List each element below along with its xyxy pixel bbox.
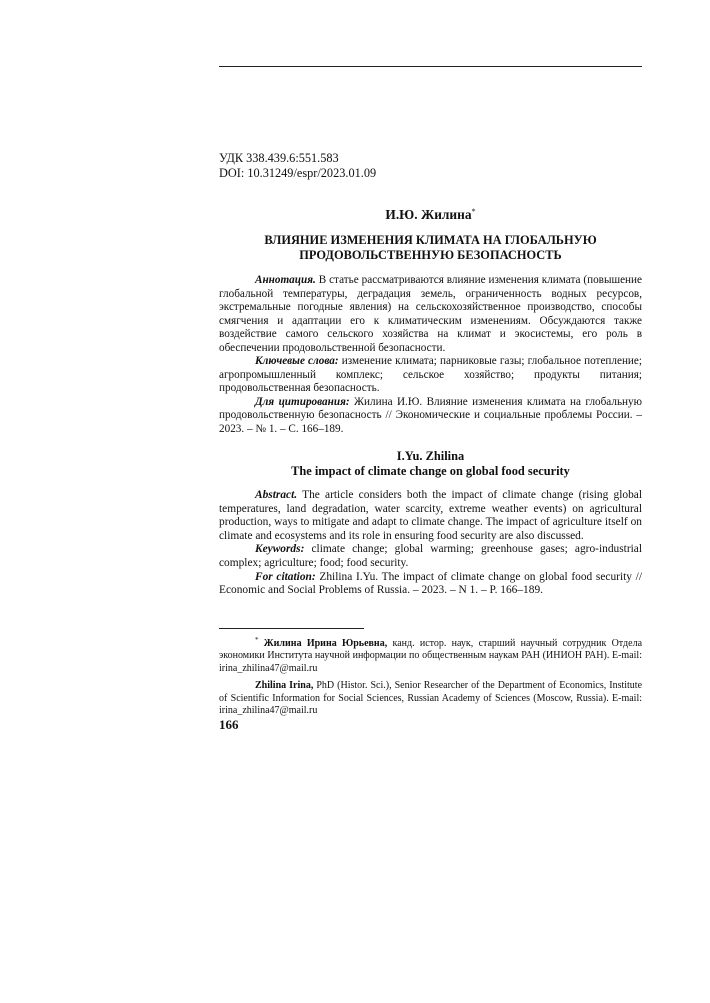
footnote-ru — [219, 634, 642, 675]
abstract-ru-label: Аннотация. — [255, 274, 316, 286]
keywords-en-text: climate change; global warming; greenhouse gases; agro-industrial complex; agriculture; food; food security. — [219, 543, 642, 569]
keywords-ru — [219, 355, 642, 396]
page-number: 166 — [219, 717, 239, 732]
citation-en-text: Zhilina I.Yu. The impact of climate change on global food security // Economic and Social Problems of Russia. – 2023. – N 1. – P. 166–189. — [219, 570, 642, 597]
citation-ru-text: Жилина И.Ю. Влияние изменения климата на глобальную продовольственную безопасность // Экономические и социальные проблемы России. – 2023. – № 1. – С. 166–189. — [219, 395, 642, 435]
doi: DOI: 10.31249/espr/2023.01.09 — [219, 165, 377, 180]
author-en: I.Yu. Zhilina — [396, 449, 465, 463]
citation-en-label: For citation: — [255, 570, 316, 583]
article-identifiers — [219, 151, 376, 180]
footnote-mark: * — [255, 636, 259, 644]
abstract-ru — [219, 274, 642, 355]
udk-code: УДК 338.439.6:551.583 — [219, 151, 339, 165]
title-ru-line2: ПРОДОВОЛЬСТВЕННУЮ БЕЗОПАСНОСТЬ — [299, 247, 562, 262]
abstract-ru-block — [219, 274, 642, 436]
abstract-en-block — [219, 489, 642, 598]
title-ru-line1: ВЛИЯНИЕ ИЗМЕНЕНИЯ КЛИМАТА НА ГЛОБАЛЬНУЮ — [264, 233, 597, 247]
author-ru — [219, 207, 642, 223]
author-ru-name: И.Ю. Жилина — [385, 207, 472, 222]
abstract-en-text: The article considers both the impact of climate change (rising global temperatures, land degradation, water scarcity, extreme weather events) on agricultural production, ways to mitigate and adapt to climate change. The impact of agriculture itself on climate and ecosystems and its role in ensuring food security are also discussed. — [219, 489, 642, 542]
footnote-rule — [219, 628, 364, 629]
keywords-en — [219, 543, 642, 570]
keywords-ru-label: Ключевые слова: — [255, 355, 339, 367]
footnote-en — [219, 680, 642, 717]
keywords-en-label: Keywords: — [255, 543, 305, 556]
title-en: The impact of climate change on global food security — [291, 464, 570, 478]
abstract-ru-text: В статье рассматриваются влияние изменения климата (повышение глобальной температуры, деградация земель, ограниченность водных ресурсов, экстремальные погодные явления) на сельскохозяйственное производство, способы смягчения и адаптации его к климатическим изменениям. Обсуждаются также воздействие самого сельского хозяйства на климат и экосистемы, его роль в обеспечении продовольственной безопасности. — [219, 274, 642, 354]
footnotes — [219, 634, 642, 722]
citation-ru — [219, 396, 642, 437]
keywords-ru-text: изменение климата; парниковые газы; глобальное потепление; агропромышленный комплекс; сельское хозяйство; продукты питания; продовольственная безопасность. — [219, 355, 642, 394]
footnote-en-name: Zhilina Irina, — [255, 680, 314, 692]
title-ru — [219, 233, 642, 262]
footnote-ru-text: канд. истор. наук, старший научный сотрудник Отдела экономики Института научной информации по общественным наукам РАН (ИНИОН РАН). E-mail: irina_zhilina47@mail.ru — [219, 638, 643, 674]
citation-ru-label: Для цитирования: — [255, 395, 350, 408]
footnote-en-text: PhD (Histor. Sci.), Senior Researcher of the Department of Economics, Institute of Scientific Information for Social Sciences, Russian Academy of Sciences (Moscow, Russia). E-mail: irina_zhilina47@mail.ru — [219, 680, 643, 717]
footnote-ru-name: Жилина Ирина Юрьевна, — [263, 638, 388, 649]
citation-en — [219, 571, 642, 598]
abstract-en — [219, 489, 642, 543]
title-en-block — [219, 449, 642, 479]
header-rule — [219, 66, 642, 67]
footnote-ref: * — [471, 207, 476, 216]
abstract-en-label: Abstract. — [255, 489, 298, 501]
